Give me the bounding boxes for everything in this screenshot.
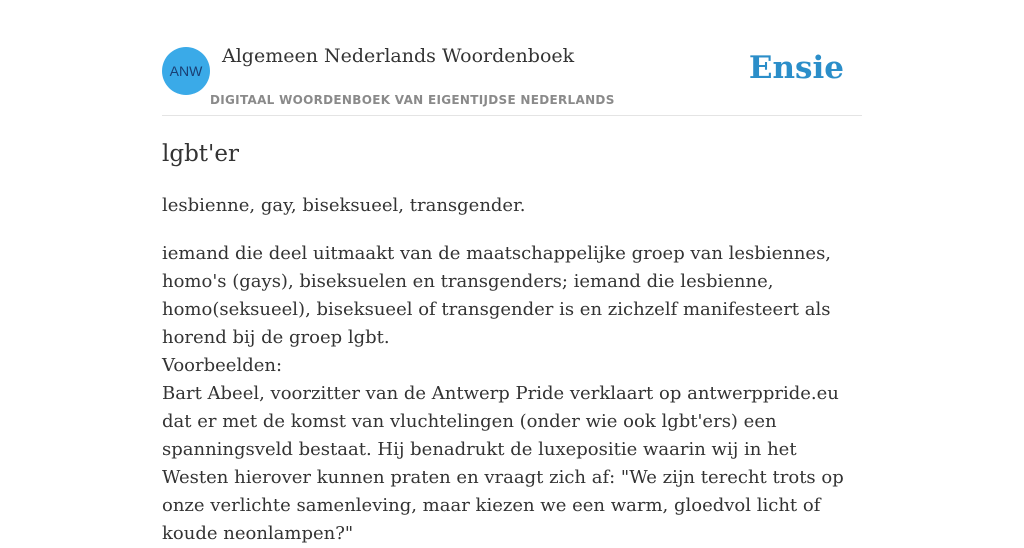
entry-synonyms: lesbienne, gay, biseksueel, transgender.	[162, 195, 526, 216]
example-text: Bart Abeel, voorzitter van de Antwerp Pride verklaart op antwerppride.eu dat er met de komst van vluchtelingen (onder wie ook lgbt'ers) een spanningsveld bestaat. Hij benadrukt de luxepositie waarin wij in het Westen hierover kunnen praten en vraagt zich af: "We zijn terecht trots op onze verlichte samenleving, maar kiezen we een warm, gloedvol licht of koude neonlampen?"	[162, 383, 844, 544]
logo-text: ANW	[169, 63, 203, 79]
entry-definition: iemand die deel uitmaakt van de maatschappelijke groep van lesbiennes, homo's (gays), biseksuelen en transgenders; iemand die lesbienne, homo(seksueel), biseksueel of transgender is en zichzelf manifesteert als horend bij de groep lgbt.	[162, 243, 832, 348]
anw-logo[interactable]	[162, 47, 210, 95]
entry-headword: lgbt'er	[162, 141, 239, 167]
site-header	[162, 0, 862, 116]
entry-examples	[162, 352, 862, 548]
site-subtitle: DIGITAAL WOORDENBOEK VAN EIGENTIJDSE NEDERLANDS	[210, 93, 615, 107]
ensie-brand-link[interactable]: Ensie	[748, 50, 844, 86]
examples-label: Voorbeelden:	[162, 355, 283, 376]
site-title[interactable]: Algemeen Nederlands Woordenboek	[222, 45, 575, 67]
content-container	[162, 0, 862, 544]
